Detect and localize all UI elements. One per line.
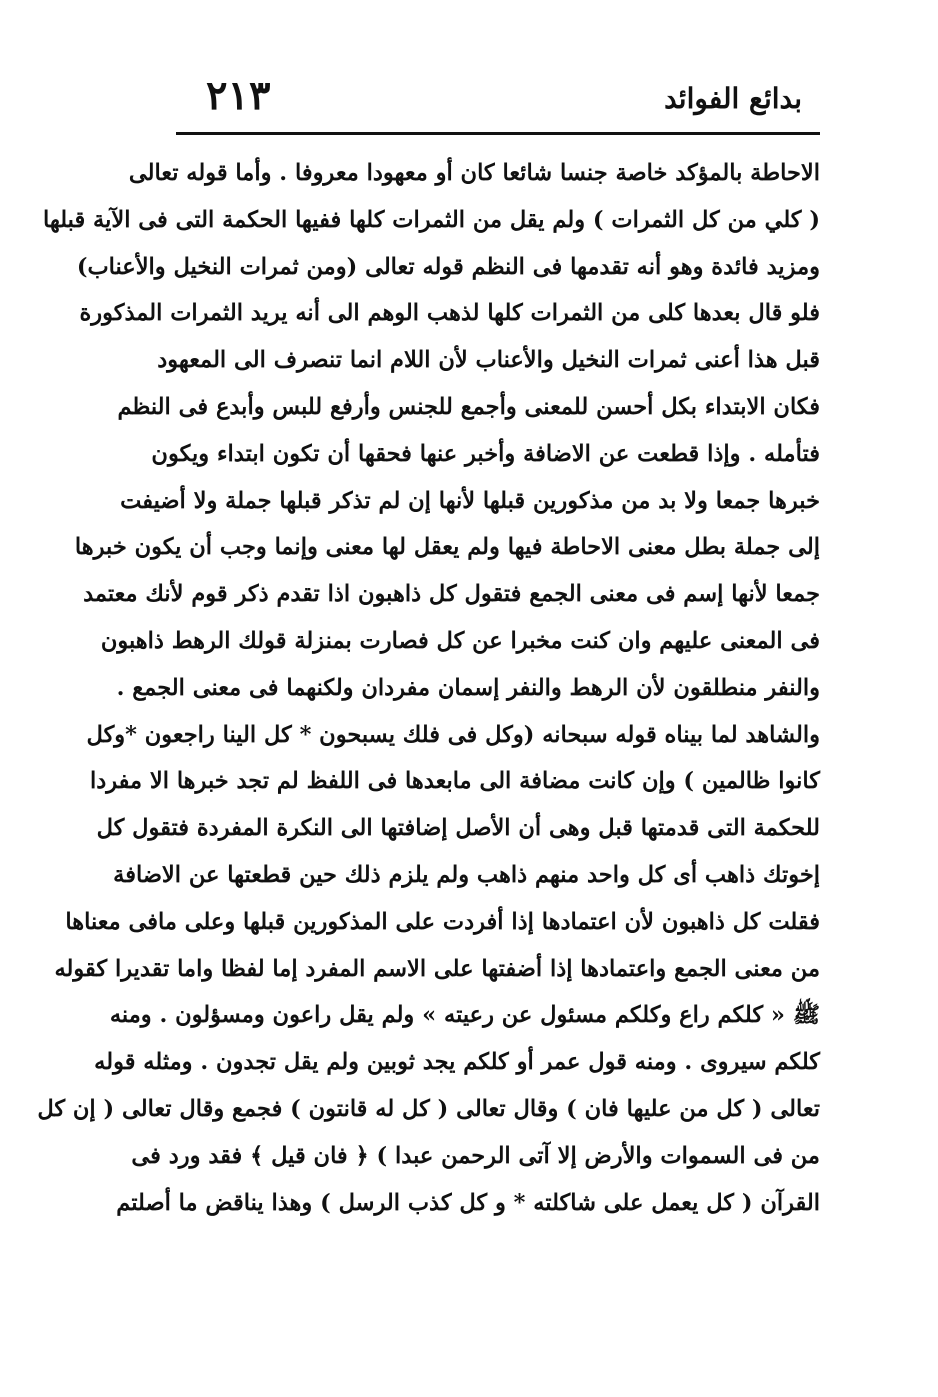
text-line: كانوا ظالمين ) وإن كانت مضافة الى مابعدها فى اللفظ لم تجد خبرها الا مفردا [89,768,820,795]
text-line: من فى السموات والأرض إلا آتى الرحمن عبدا ) ﴿ فان قيل ﴾ فقد ورد فى [131,1142,820,1169]
text-line: فتأمله . وإذا قطعت عن الاضافة وأخبر عنها فحقها أن تكون ابتداء ويكون [151,440,820,467]
running-title: بدائع الفوائد [664,82,802,115]
text-line: من معنى الجمع واعتمادها إذا أضفتها على الاسم المفرد إما لفظا واما تقديرا كقوله [54,955,820,982]
text-line: ( كلي من كل الثمرات ) ولم يقل من الثمرات كلها ففيها الحكمة التى فى الآية قبلها [43,206,820,233]
text-line: الاحاطة بالمؤكد خاصة جنسا شائعا كان أو معهودا معروفا . وأما قوله تعالى [128,160,820,186]
text-line: إخوتك ذاهب أى كل واحد منهم ذاهب ولم يلزم ذلك حين قطعتها عن الاضافة [113,861,820,888]
text-line: فكان الابتداء بكل أحسن للمعنى وأجمع للجنس وأرفع للبس وأبدع فى النظم [117,393,820,420]
text-line: والشاهد لما بيناه قوله سبحانه (وكل فى فلك يسبحون * كل الينا راجعون *وكل [86,721,820,748]
text-line: كلكم سيروى . ومنه قول عمر أو كلكم يجد ثوبين ولم يقل تجدون . ومثله قوله [94,1049,820,1076]
text-line: فى المعنى عليهم وان كنت مخبرا عن كل فصارت بمنزلة قولك الرهط ذاهبون [100,627,820,654]
page-header [176,72,820,128]
text-line: فقلت كل ذاهبون لأن اعتمادها إذا أفردت على المذكورين قبلها وعلى مافى معناها [65,908,820,935]
text-line: إلى جملة بطل معنى الاحاطة فيها ولم يعقل لها معنى وإنما وجب أن يكون خبرها [74,534,820,561]
header-rule [176,132,820,135]
text-line: والنفر منطلقون لأن الرهط والنفر إسمان مفردان ولكنهما فى معنى الجمع . [116,674,820,701]
text-line: تعالى ( كل من عليها فان ) وقال تعالى ( كل له قانتون ) فجمع وقال تعالى ( إن كل [37,1095,820,1122]
text-line: للحكمة التى قدمتها قبل وهى أن الأصل إضافتها الى النكرة المفردة فتقول كل [96,815,820,842]
text-line: القرآن ( كل يعمل على شاكلته * و كل كذب الرسل ) وهذا يناقض ما أصلتم [116,1189,820,1216]
text-line: جمعا لأنها إسم فى معنى الجمع فتقول كل ذاهبون اذا تقدم ذكر قوم لأنك معتمد [83,581,820,608]
page-number: ٢١٣ [206,72,271,119]
text-line: قبل هذا أعنى ثمرات النخيل والأعناب لأن اللام انما تنصرف الى المعهود [157,347,820,374]
text-line: ﷺ « كلكم راع وكلكم مسئول عن رعيته » ولم يقل راعون ومسؤلون . ومنه [109,1002,820,1029]
text-line: خبرها جمعا ولا بد من مذكورين قبلها لأنها إن لم تذكر قبلها جملة ولا أضيفت [120,487,820,514]
body-text [37,150,820,1226]
text-line: فلو قال بعدها كلى من الثمرات كلها لذهب الوهم الى أنه يريد الثمرات المذكورة [79,300,820,327]
text-line: ومزيد فائدة وهو أنه تقدمها فى النظم قوله تعالى (ومن ثمرات النخيل والأعناب) [76,253,820,280]
